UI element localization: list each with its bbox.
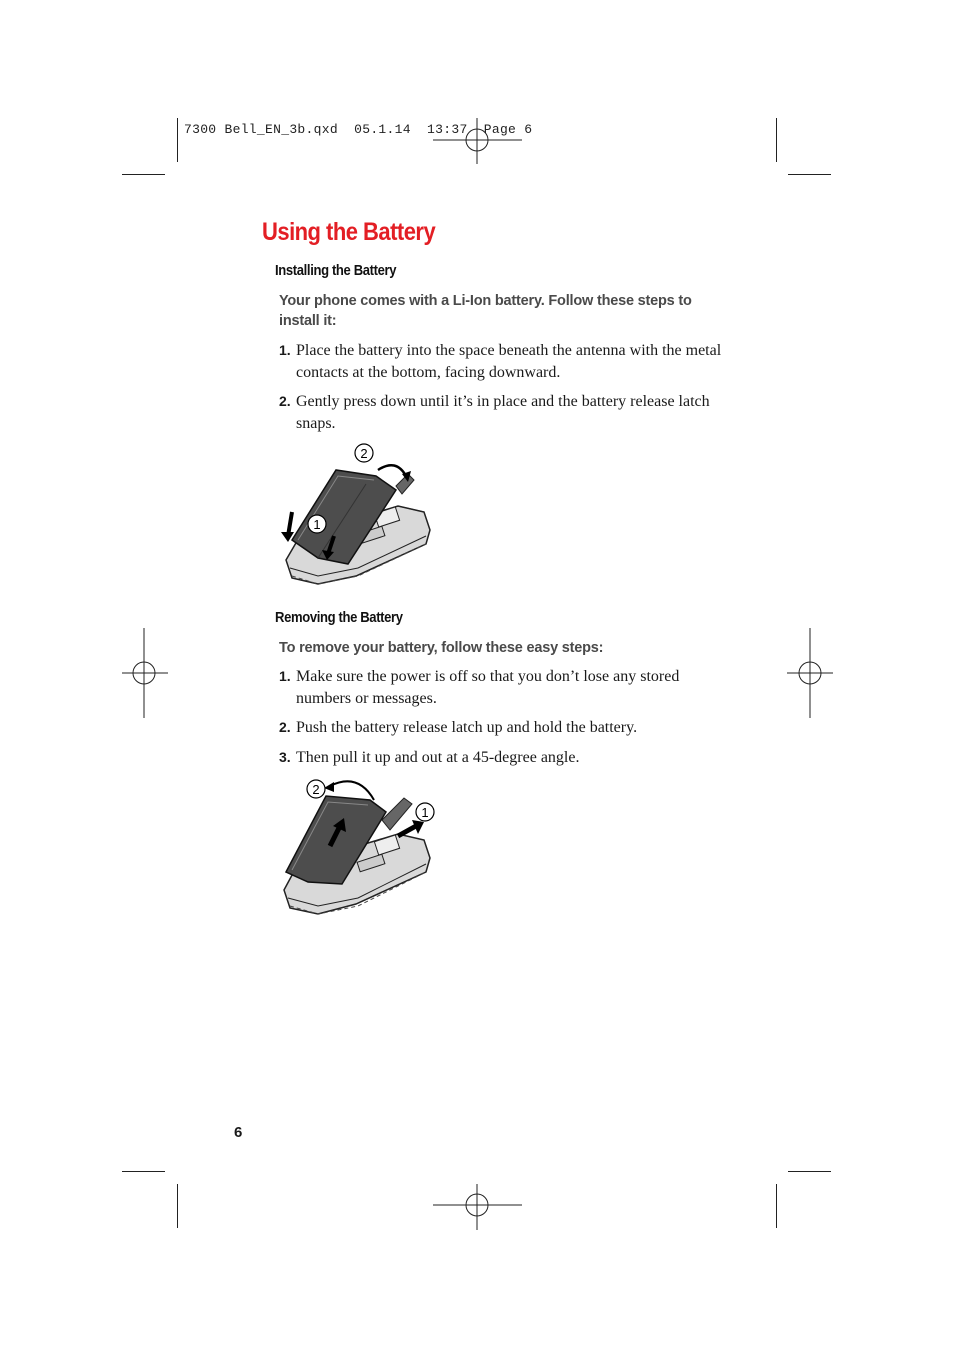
print-slug: 7300 Bell_EN_3b.qxd 05.1.14 13:37 Page 6 <box>184 122 533 137</box>
step-text: Make sure the power is off so that you don’t lose any stored numbers or messages. <box>296 668 680 707</box>
installing-step-2 <box>279 391 724 434</box>
callout-1: 1 <box>313 517 321 532</box>
step-text: Push the battery release latch up and hold the battery. <box>296 719 638 736</box>
step-text: Gently press down until it’s in place and the battery release latch snaps. <box>296 393 710 432</box>
installing-heading: Installing the Battery <box>275 263 397 279</box>
removing-step-1 <box>279 666 724 709</box>
step-text: Place the battery into the space beneath the antenna with the metal contacts at the bottom, facing downward. <box>296 342 722 381</box>
page-number: 6 <box>234 1124 243 1141</box>
registration-mark-right <box>785 626 835 721</box>
callout-2: 2 <box>312 782 320 797</box>
remove-battery-illustration <box>278 772 438 922</box>
removing-intro: To remove your battery, follow these easy steps: <box>279 640 604 656</box>
registration-mark-bottom <box>430 1182 525 1232</box>
registration-mark-left <box>120 626 170 721</box>
removing-heading: Removing the Battery <box>275 610 403 626</box>
callout-1: 1 <box>421 805 429 820</box>
callout-2: 2 <box>360 446 368 461</box>
step-number: 2. <box>279 719 291 735</box>
step-number: 1. <box>279 342 291 358</box>
step-number: 3. <box>279 749 291 765</box>
installing-intro: Your phone comes with a Li-Ion battery. Follow these steps to install it: <box>279 293 692 329</box>
registration-mark-top <box>430 116 525 166</box>
step-text: Then pull it up and out at a 45-degree angle. <box>296 749 580 766</box>
step-number: 1. <box>279 668 291 684</box>
install-battery-illustration <box>278 440 438 590</box>
removing-step-2 <box>279 717 724 739</box>
installing-step-1 <box>279 340 724 383</box>
removing-step-3 <box>279 747 724 769</box>
page-title: Using the Battery <box>262 218 436 246</box>
step-number: 2. <box>279 393 291 409</box>
